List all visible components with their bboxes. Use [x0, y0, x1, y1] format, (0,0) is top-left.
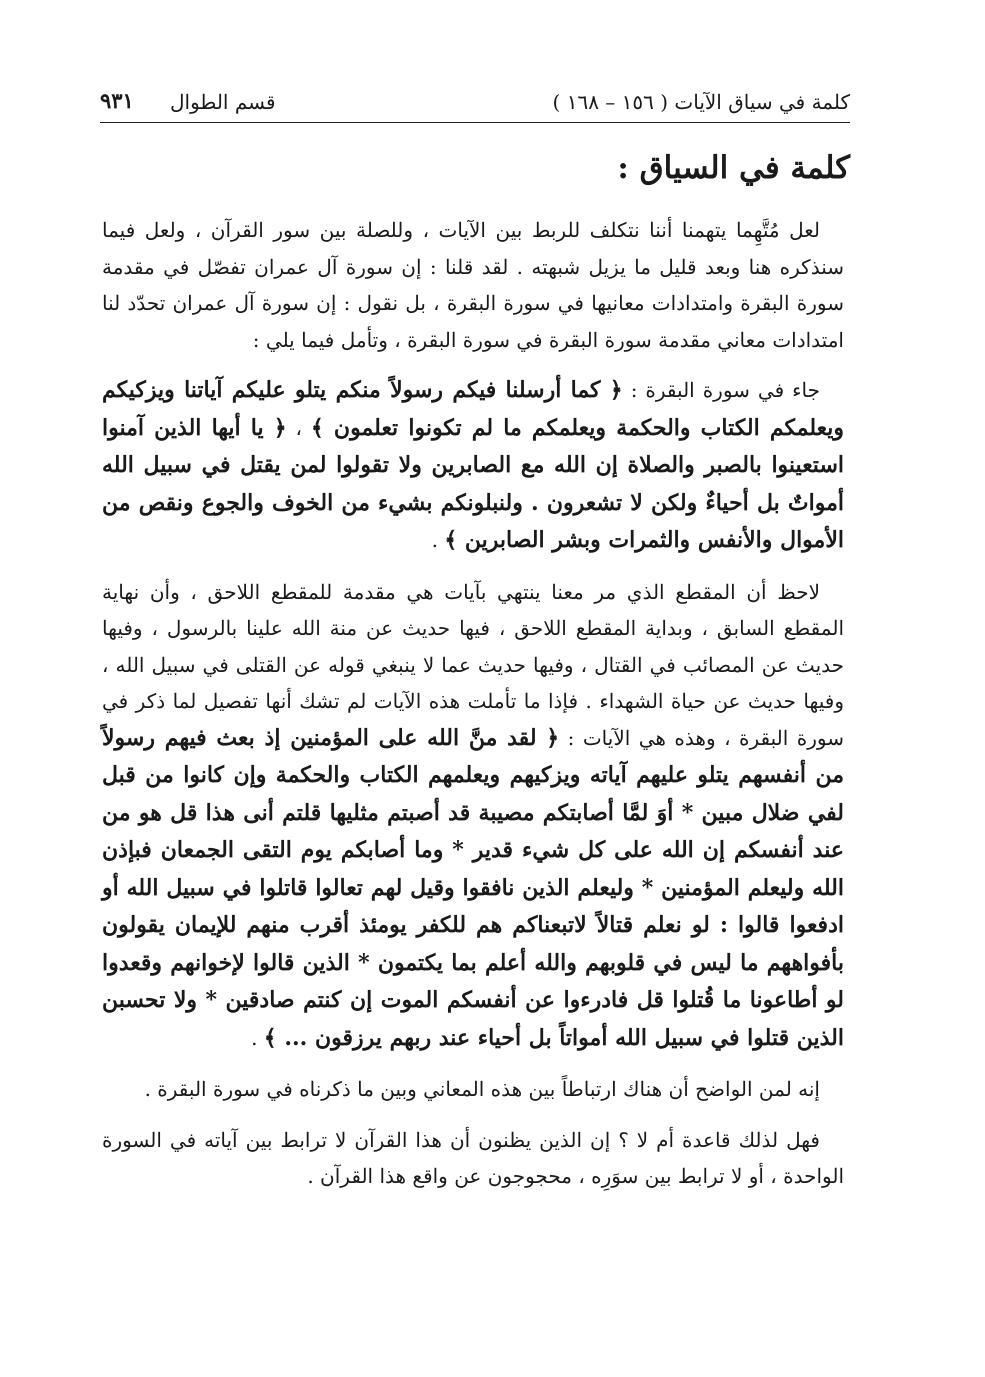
paragraph-3	[102, 574, 844, 1058]
verse-end: .	[251, 1025, 258, 1050]
paragraph-text: فهل لذلك قاعدة أم لا ؟ إن الذين يظنون أن هذا القرآن لا ترابط بين آياته في السورة الواحدة ، أو لا ترابط بين سوَرِه ، محجوجون عن واقع هذا القرآن .	[102, 1127, 844, 1188]
paragraph-2	[102, 372, 844, 560]
paragraph-1	[102, 212, 844, 358]
running-title: كلمة في سياق الآيات ( ١٥٦ – ١٦٨ )	[552, 90, 850, 114]
page-number: ٩٣١	[100, 88, 134, 113]
paragraph-text: لاحظ أن المقطع الذي مر معنا ينتهي بآيات هي مقدمة للمقطع اللاحق ، وأن نهاية المقطع السابق ، وبداية المقطع اللاحق ، فيها حديث عن منة الله علينا بالرسول ، وفيها حديث عن المصائب في القتال ، وفيها حديث عما لا ينبغي قوله عن القتلى في سبيل الله ، وفيها حديث عن حياة الشهداء . فإذا ما تأملت هذه الآيات لم تشك أنها تفصيل لما ذكر في سورة البقرة ، وهذه هي الآيات :	[102, 579, 844, 750]
paragraph-5	[102, 1122, 844, 1195]
verse-end: .	[431, 528, 438, 552]
section-name: قسم الطوال	[170, 90, 276, 114]
section-heading: كلمة في السياق :	[617, 150, 850, 186]
paragraph-text: لعل مُتَّهِما يتهمنا أننا نتكلف للربط بين الآيات ، وللصلة بين سور القرآن ، ولعل فيما سنذكره هنا وبعد قليل ما يزيل شبهته . لقد قلنا : إن سورة آل عمران تفصّل في مقدمة سورة البقرة وامتدادات معانيها في سورة البقرة ، بل نقول : إن سورة آل عمران تحدّد لنا امتدادات معاني مقدمة سورة البقرة في سورة البقرة ، وتأمل فيما يلي :	[102, 218, 844, 352]
quran-verse: ﴿ كما أرسلنا فيكم رسولاً منكم يتلو عليكم آياتنا ويزكيكم ويعلمكم الكتاب والحكمة ويعلمكم ما لم تكونوا تعلمون ﴾	[102, 377, 844, 441]
page-header	[100, 88, 850, 123]
page-body	[102, 212, 844, 1209]
verse-separator: ،	[295, 415, 303, 440]
quran-verse: ﴿ لقد منَّ الله على المؤمنين إذ بعث فيهم رسولاً من أنفسهم يتلو عليهم آياته ويزكيهم ويعلمهم الكتاب والحكمة وإن كانوا من قبل لفي ضلال مبين * أوَ لمَّا أصابتكم مصيبة قد أصبتم مثليها قلتم أنى هذا قل هو من عند أنفسكم إن الله على كل شيء قدير * وما أصابكم يوم التقى الجمعان فبإذن الله وليعلم المؤمنين * وليعلم الذين نافقوا وقيل لهم تعالوا قاتلوا في سبيل الله أو ادفعوا قالوا : لو نعلم قتالاً لاتبعناكم هم للكفر يومئذ أقرب منهم للإيمان يقولون بأفواههم ما ليس في قلوبهم والله أعلم بما يكتمون * الذين قالوا لإخوانهم وقعدوا لو أطاعونا ما قُتلوا قل فادرءوا عن أنفسكم الموت إن كنتم صادقين * ولا تحسبن الذين قتلوا في سبيل الله أمواتاً بل أحياء عند ربهم يرزقون ... ﴾	[102, 724, 844, 1051]
paragraph-4	[102, 1071, 844, 1108]
verse-intro: جاء في سورة البقرة :	[630, 378, 820, 402]
paragraph-text: إنه لمن الواضح أن هناك ارتباطاً بين هذه المعاني وبين ما ذكرناه في سورة البقرة .	[144, 1077, 820, 1101]
quran-verse: ﴿ يا أيها الذين آمنوا استعينوا بالصبر والصلاة إن الله مع الصابرين ولا تقولوا لمن يقتل في سبيل الله أمواتٌ بل أحياءٌ ولكن لا تشعرون . ولنبلونكم بشيء من الخوف والجوع ونقص من الأموال والأنفس والثمرات وبشر الصابرين ﴾	[102, 414, 844, 553]
